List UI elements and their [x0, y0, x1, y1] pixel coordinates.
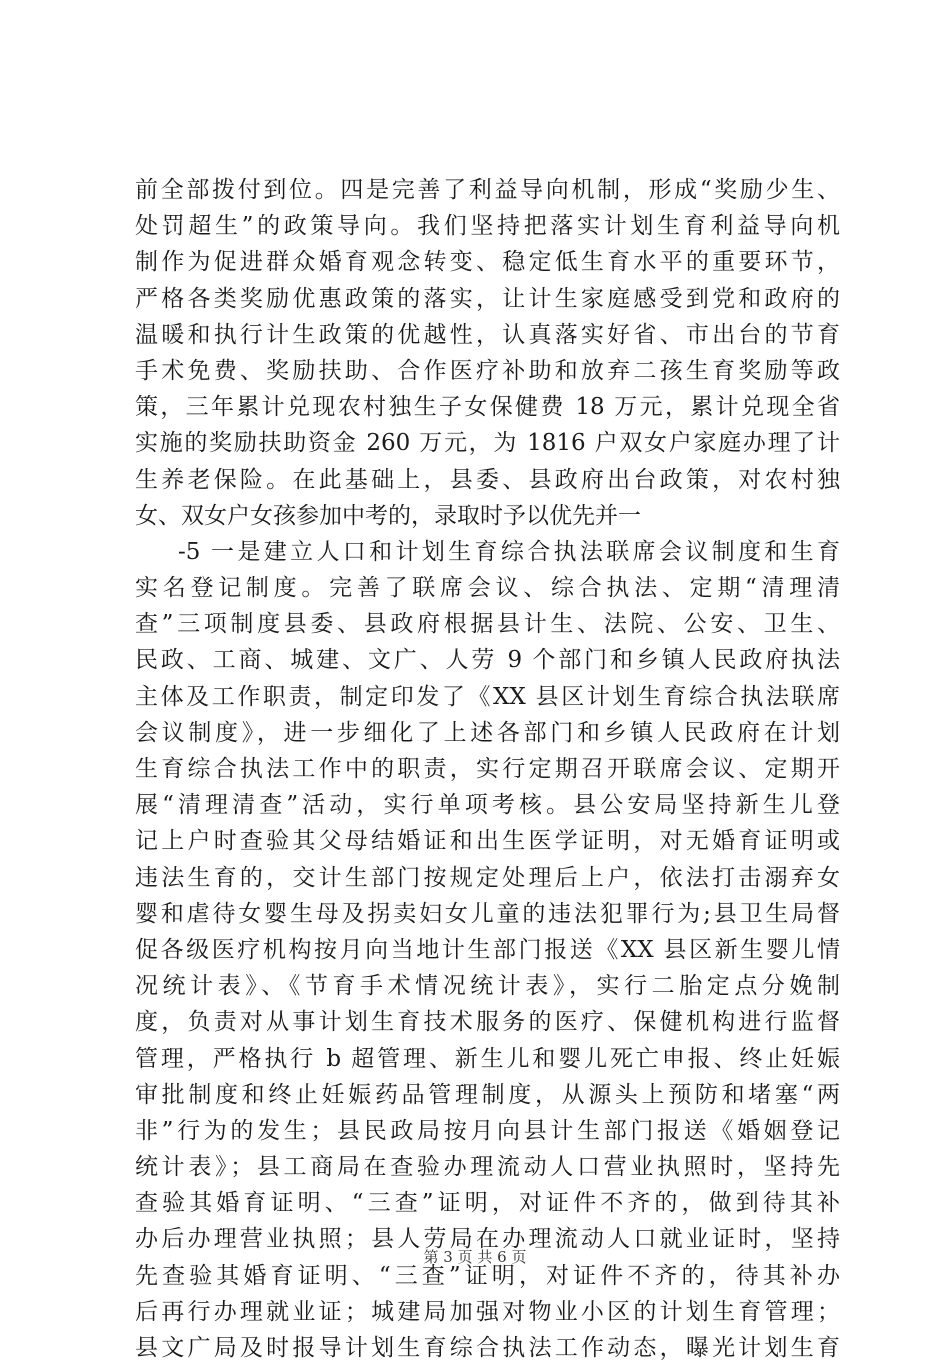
text-line: 女、双女户女孩参加中考的，录取时予以优先并一: [135, 502, 641, 529]
text-line: 非”行为的发生；县民政局按月向县计生部门报送《婚姻登记: [135, 1117, 840, 1144]
text-line: 生养老保险。在此基础上，县委、县政府出台政策，对农村独: [135, 466, 840, 493]
text-line: 违法生育的，交计生部门按规定处理后上户，依法打击溺弃女: [135, 864, 840, 891]
text-line: 查验其婚育证明、“三查”证明，对证件不齐的，做到待其补: [135, 1190, 840, 1217]
text-line: 管理，严格执行 b 超管理、新生儿和婴儿死亡申报、终止妊娠: [135, 1045, 840, 1072]
body-text: [135, 172, 840, 1366]
text-line: 民政、工商、城建、文广、人劳 9 个部门和乡镇人民政府执法: [135, 647, 840, 674]
text-line: 策，三年累计兑现农村独生子女保健费 18 万元，累计兑现全省: [135, 394, 840, 421]
text-line: 婴和虐待女婴生母及拐卖妇女儿童的违法犯罪行为;县卫生局督: [135, 900, 840, 927]
page-footer: [0, 1246, 950, 1267]
text-line: 实名登记制度。完善了联席会议、综合执法、定期“清理清: [135, 575, 840, 602]
text-line: 手术免费、奖励扶助、合作医疗补助和放弃二孩生育奖励等政: [135, 357, 840, 384]
text-line: 实施的奖励扶助资金 260 万元，为 1816 户双女户家庭办理了计: [135, 430, 840, 457]
text-line: 统计表》；县工商局在查验办理流动人口营业执照时，坚持先: [135, 1154, 840, 1181]
text-line: 审批制度和终止妊娠药品管理制度，从源头上预防和堵塞“两: [135, 1081, 840, 1108]
text-line: 制作为促进群众婚育观念转变、稳定低生育水平的重要环节，: [135, 249, 840, 276]
text-line: 查”三项制度县委、县政府根据县计生、法院、公安、卫生、: [135, 611, 840, 638]
text-line: 度，负责对从事计划生育技术服务的医疗、保健机构进行监督: [135, 1009, 840, 1036]
text-line: 主体及工作职责，制定印发了《XX 县区计划生育综合执法联席: [135, 683, 840, 710]
text-line: 严格各类奖励优惠政策的落实，让计生家庭感受到党和政府的: [135, 285, 840, 312]
text-line: -5 一是建立人口和计划生育综合执法联席会议制度和生育: [178, 538, 840, 565]
text-line: 况统计表》、《节育手术情况统计表》，实行二胎定点分娩制: [135, 973, 840, 1000]
text-line: 先查验其婚育证明、“三查”证明，对证件不齐的，待其补办: [135, 1262, 840, 1289]
text-line: 生育综合执法工作中的职责，实行定期召开联席会议、定期开: [135, 756, 840, 782]
text-line: 办后办理营业执照；县人劳局在办理流动人口就业证时，坚持: [135, 1226, 840, 1253]
text-line: 县文广局及时报导计划生育综合执法工作动态，曝光计划生育: [135, 1335, 840, 1361]
text-line: 温暖和执行计生政策的优越性，认真落实好省、市出台的节育: [135, 321, 840, 348]
page-number: 第 3 页 共 6 页: [423, 1248, 527, 1266]
text-line: 展“清理清查”活动，实行单项考核。县公安局坚持新生儿登: [135, 792, 840, 819]
text-line: 促各级医疗机构按月向当地计生部门报送《XX 县区新生婴儿情: [135, 936, 840, 963]
text-line: 会议制度》，进一步细化了上述各部门和乡镇人民政府在计划: [135, 719, 840, 746]
text-line: 前全部拨付到位。四是完善了利益导向机制，形成“奖励少生、: [135, 177, 840, 203]
text-line: 记上户时查验其父母结婚证和出生医学证明，对无婚育证明或: [135, 828, 840, 855]
text-line: 后再行办理就业证；城建局加强对物业小区的计划生育管理；: [135, 1298, 840, 1325]
text-line: 处罚超生”的政策导向。我们坚持把落实计划生育利益导向机: [135, 213, 840, 240]
